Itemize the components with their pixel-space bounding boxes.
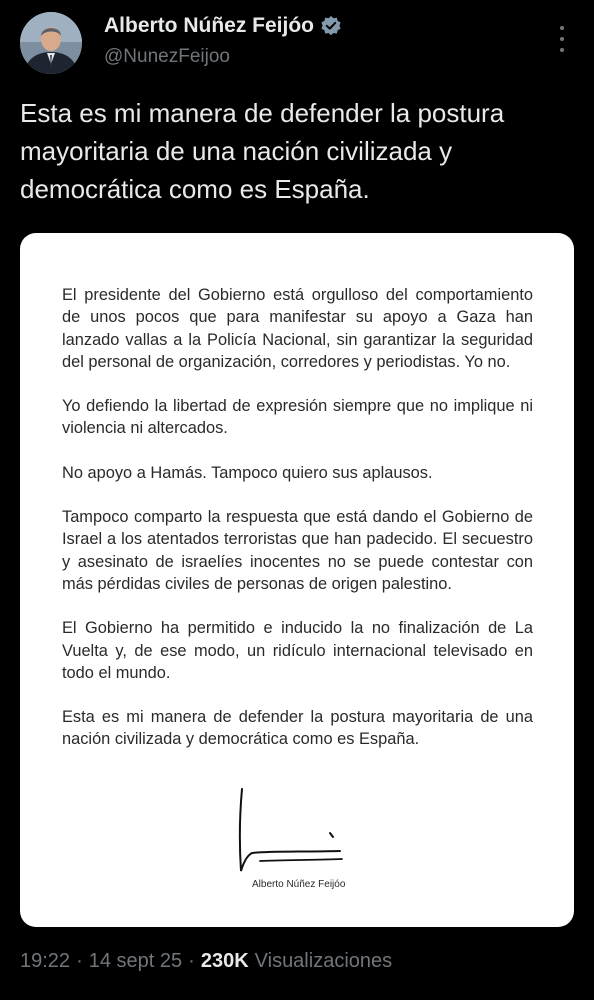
meta-separator: · bbox=[76, 950, 83, 972]
tweet-text: Esta es mi manera de defender la postura mayoritaria de una nación civilizada y democrática como es España. bbox=[20, 98, 505, 204]
verified-badge-icon bbox=[320, 15, 342, 37]
signature-name: Alberto Núñez Feijóo bbox=[252, 879, 346, 890]
author-handle[interactable]: @NunezFeijoo bbox=[104, 46, 230, 67]
views-count[interactable]: 230K bbox=[200, 950, 249, 972]
letter-paragraph: El presidente del Gobierno está orgulloso del comportamiento de unos pocos que para manifestar su apoyo a Gaza han lanzado vallas a la Policía Nacional, sin garantizar la seguridad del personal de organización, corredores y periodistas. Yo no. bbox=[62, 286, 533, 371]
more-dot bbox=[560, 37, 564, 41]
tweet-time[interactable]: 19:22 bbox=[20, 950, 71, 972]
tweet-meta bbox=[20, 950, 392, 973]
meta-separator: · bbox=[188, 950, 195, 972]
avatar-photo bbox=[20, 12, 82, 74]
more-dot bbox=[560, 48, 564, 52]
author-display-name[interactable]: Alberto Núñez Feijóo bbox=[104, 14, 314, 37]
handwritten-signature bbox=[230, 781, 350, 881]
tweet-date[interactable]: 14 sept 25 bbox=[88, 950, 183, 972]
tweet-media-image[interactable] bbox=[20, 233, 574, 927]
letter-paragraph: No apoyo a Hamás. Tampoco quiero sus aplausos. bbox=[62, 463, 433, 482]
more-options-icon[interactable] bbox=[552, 26, 572, 52]
avatar[interactable] bbox=[20, 12, 82, 74]
letter-paragraph: Yo defiendo la libertad de expresión siempre que no implique ni violencia ni altercados. bbox=[62, 397, 533, 438]
more-dot bbox=[560, 26, 564, 30]
views-label[interactable]: Visualizaciones bbox=[254, 950, 393, 972]
letter-body bbox=[62, 284, 533, 773]
letter-paragraph: Esta es mi manera de defender la postura mayoritaria de una nación civilizada y democrática como es España. bbox=[62, 708, 533, 749]
letter-paragraph: El Gobierno ha permitido e inducido la no finalización de La Vuelta y, de ese modo, un ridículo internacional televisado en todo el mundo. bbox=[62, 619, 533, 682]
letter-paragraph: Tampoco comparto la respuesta que está dando el Gobierno de Israel a los atentados terroristas que han padecido. El secuestro y asesinato de israelíes inocentes no se puede contestar con más pérdidas civiles de personas de origen palestino. bbox=[62, 508, 533, 593]
